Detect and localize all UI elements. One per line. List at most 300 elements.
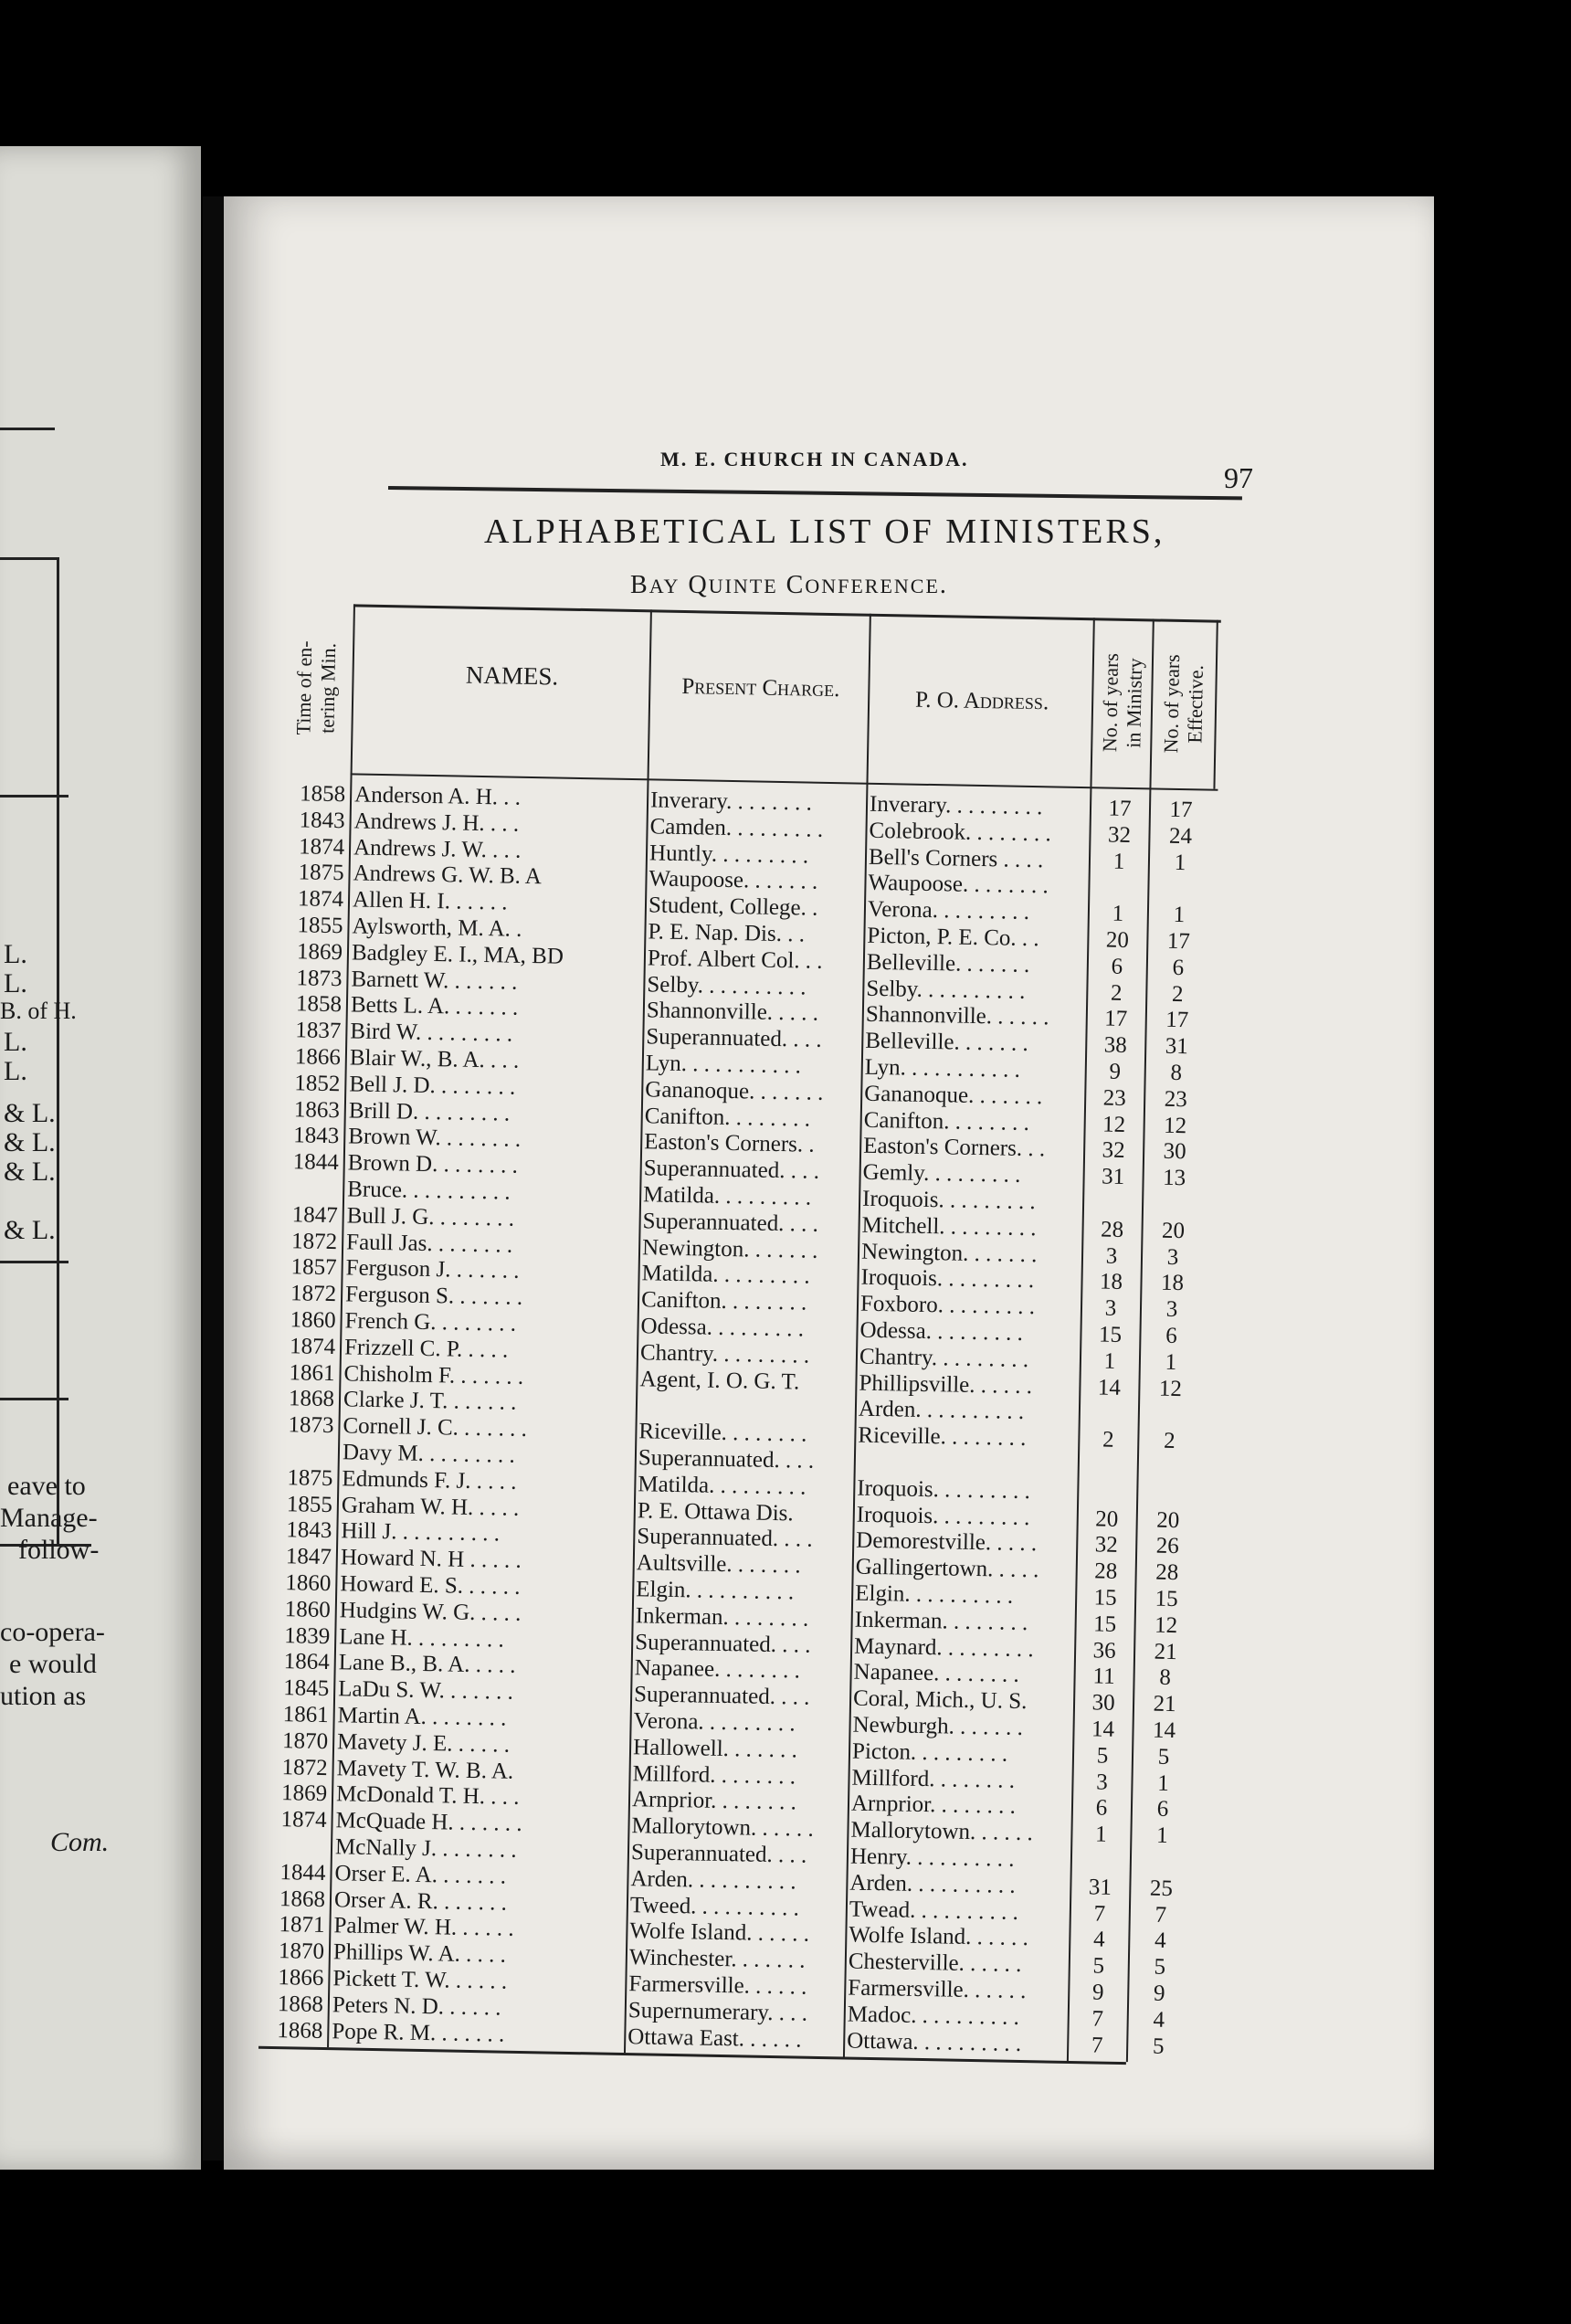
row-years-ministry: 9 (1091, 1980, 1104, 2005)
fragment-text: L. (4, 968, 27, 998)
row-charge: Wolfe Island. . . . . . (629, 1918, 810, 1948)
row-year: 1844 (279, 1859, 326, 1886)
row-year: 1858 (295, 991, 343, 1018)
row-name: Hudgins W. G. . . . . (339, 1598, 522, 1626)
row-address: Foxboro. . . . . . . . . (859, 1291, 1036, 1320)
row-name: Andrews J. W. . . . (353, 835, 522, 863)
row-years-ministry: 1 (1094, 1822, 1107, 1847)
row-year: 1868 (277, 1991, 324, 2017)
row-address: Millford. . . . . . . . (851, 1765, 1016, 1793)
header-po-address: P. O. Address. (914, 687, 1049, 715)
row-year: 1874 (298, 833, 345, 860)
row-address: Belleville. . . . . . . (865, 1028, 1028, 1057)
row-name: Faull Jas. . . . . . . . (345, 1229, 513, 1258)
page-title: ALPHABETICAL LIST OF MINISTERS, (484, 512, 1165, 551)
subtitle-part: C (777, 571, 806, 599)
row-address: Newburgh. . . . . . . (852, 1712, 1024, 1741)
row-years-effective: 4 (1154, 1928, 1166, 1954)
row-years-ministry: 2 (1102, 1427, 1114, 1452)
row-years-ministry: 14 (1091, 1717, 1115, 1742)
row-name: Brill D. . . . . . . . . (348, 1097, 511, 1126)
row-name: Bull J. G. . . . . . . . (346, 1203, 515, 1231)
row-address: Chesterville. . . . . . (848, 1949, 1022, 1978)
row-charge: Napanee. . . . . . . . (634, 1655, 801, 1684)
row-charge: Matilda. . . . . . . . . (638, 1472, 807, 1500)
row-name: Anderson A. H. . . (353, 782, 522, 810)
row-year: 1874 (289, 1334, 336, 1359)
row-name: Bird W. . . . . . . . . (350, 1019, 513, 1047)
row-year: 1872 (290, 1281, 337, 1307)
row-name: Edmunds F. J. . . . . (342, 1466, 517, 1495)
row-address: Wolfe Island. . . . . . (849, 1922, 1029, 1951)
row-address: Colebrook. . . . . . . . (869, 818, 1052, 847)
row-years-effective: 20 (1161, 1218, 1186, 1243)
row-year: 1839 (284, 1622, 331, 1649)
row-years-effective (1153, 876, 1207, 877)
row-year: 1855 (297, 913, 343, 939)
row-name: Chisholm F. . . . . . . (343, 1360, 524, 1389)
row-name: Brown W. . . . . . . . (348, 1124, 522, 1153)
row-address: Twead. . . . . . . . . . (849, 1896, 1019, 1925)
row-address: Waupoose. . . . . . . . (868, 871, 1049, 899)
row-years-ministry: 32 (1102, 1137, 1125, 1164)
row-name: McQuade H. . . . . . . (335, 1808, 522, 1837)
row-years-ministry: 12 (1102, 1112, 1126, 1137)
row-charge: Mallorytown. . . . . . (631, 1813, 815, 1843)
row-year: 1875 (298, 860, 344, 886)
fragment-text: & L. (4, 1215, 56, 1245)
row-years-effective: 26 (1155, 1534, 1179, 1559)
row-years-effective: 3 (1165, 1296, 1178, 1323)
row-years-ministry: 28 (1100, 1217, 1124, 1242)
row-address: Verona. . . . . . . . . (867, 896, 1030, 925)
row-charge: Chantry. . . . . . . . . (639, 1340, 810, 1368)
row-year: 1843 (286, 1517, 332, 1544)
fragment-text: Com. (50, 1827, 110, 1857)
column-divider (1213, 620, 1218, 789)
row-charge: Arden. . . . . . . . . . (630, 1865, 796, 1895)
fragment-text: follow- (18, 1535, 100, 1565)
row-years-ministry: 5 (1092, 1953, 1105, 1979)
row-name: Martin A. . . . . . . . (337, 1703, 507, 1731)
row-address: Iroquois. . . . . . . . . (860, 1265, 1035, 1294)
row-name: Lane H. . . . . . . . . (339, 1623, 505, 1653)
row-charge: Selby. . . . . . . . . . (647, 971, 807, 1000)
row-name: Palmer W. H. . . . . . (333, 1913, 514, 1942)
row-address: Phillipsville. . . . . . (859, 1370, 1033, 1399)
row-years-ministry: 23 (1102, 1085, 1126, 1111)
row-year: 1860 (290, 1307, 336, 1334)
row-years-effective: 4 (1153, 2007, 1165, 2033)
row-year: 1858 (299, 781, 346, 808)
row-years-effective: 12 (1154, 1612, 1178, 1638)
header-year-line: Time of en- (291, 640, 317, 735)
divider (57, 557, 59, 1544)
row-name: Davy M. . . . . . . . . (342, 1440, 516, 1468)
row-name: Pope R. M. . . . . . . (332, 2018, 505, 2047)
row-years-ministry: 1 (1112, 849, 1125, 874)
row-year: 1874 (280, 1807, 327, 1833)
header-year (291, 607, 342, 768)
row-address: Chantry. . . . . . . . . (859, 1344, 1029, 1372)
row-years-effective: 2 (1163, 1428, 1176, 1454)
header-years-effective (1159, 624, 1209, 785)
fragment-text: & L. (4, 1127, 56, 1157)
row-charge: Prof. Albert Col. . . (647, 945, 823, 974)
row-years-effective: 7 (1155, 1902, 1167, 1928)
row-years-effective: 6 (1172, 955, 1185, 980)
row-address: Riceville. . . . . . . . (858, 1422, 1027, 1452)
row-years-ministry: 17 (1108, 796, 1132, 822)
page-subtitle (630, 571, 948, 600)
row-years-effective: 24 (1168, 823, 1193, 850)
header-years-ministry-line: in Ministry (1122, 658, 1147, 748)
row-charge: Lyn. . . . . . . . . . . (645, 1051, 802, 1079)
row-charge: Aultsville. . . . . . . (636, 1550, 801, 1579)
row-charge: Ottawa East. . . . . . (627, 2023, 802, 2053)
row-years-effective (1146, 1191, 1201, 1192)
row-address: Gananoque. . . . . . . (864, 1081, 1043, 1110)
row-address: Canifton. . . . . . . . (863, 1107, 1030, 1136)
row-name: Cornell J. C. . . . . . . (343, 1413, 528, 1442)
row-address: Arnprior. . . . . . . . (850, 1791, 1017, 1820)
row-year (279, 1439, 333, 1440)
fragment-text: co-opera- (0, 1617, 105, 1647)
divider (0, 1398, 69, 1400)
row-years-effective: 30 (1163, 1139, 1186, 1165)
row-address: Henry. . . . . . . . . . (849, 1843, 1015, 1872)
row-years-ministry: 3 (1104, 1295, 1117, 1321)
header-years-ministry (1098, 622, 1148, 783)
row-charge: Camden. . . . . . . . . (649, 814, 824, 842)
row-charge: Superannuated. . . . (637, 1524, 813, 1553)
row-year: 1875 (287, 1465, 333, 1491)
fragment-text: L. (4, 1056, 27, 1086)
row-years-ministry: 15 (1092, 1611, 1117, 1637)
row-charge: Superannuated. . . . (643, 1156, 820, 1185)
subtitle-part: ONFERENCE (805, 575, 940, 597)
row-name: Phillips W. A. . . . . (332, 1939, 507, 1968)
row-years-ministry: 20 (1105, 927, 1130, 953)
row-charge: Student, College. . (648, 893, 818, 921)
row-years-effective: 8 (1170, 1060, 1183, 1086)
row-year: 1866 (294, 1044, 342, 1071)
row-charge: Shannonville. . . . . (646, 998, 819, 1027)
row-address: Iroquois. . . . . . . . . (856, 1502, 1030, 1530)
row-address: Gemly. . . . . . . . . (862, 1159, 1021, 1188)
row-years-effective: 21 (1154, 1639, 1177, 1664)
row-year: 1847 (291, 1202, 338, 1228)
row-year: 1871 (279, 1912, 325, 1938)
row-charge: Supernumerary. . . . (627, 1997, 808, 2026)
fragment-text: ution as (0, 1681, 87, 1711)
row-address: Picton, P. E. Co. . . (867, 923, 1039, 952)
row-years-ministry: 1 (1112, 901, 1124, 927)
row-year: 1855 (286, 1491, 333, 1517)
row-year: 1861 (282, 1702, 329, 1728)
row-year (271, 1833, 326, 1834)
row-year: 1870 (281, 1727, 329, 1754)
row-charge: Newington. . . . . . . (641, 1234, 818, 1263)
row-name: Peters N. D. . . . . . (332, 1992, 501, 2021)
row-charge: Waupoose. . . . . . . (648, 866, 818, 895)
row-years-ministry: 30 (1091, 1690, 1115, 1717)
row-charge: Millford. . . . . . . . (632, 1760, 796, 1790)
row-address: Demorestville. . . . . (856, 1528, 1038, 1557)
row-charge: Superannuated. . . . (642, 1209, 819, 1237)
row-address: Newington. . . . . . . (860, 1239, 1038, 1267)
header-years-effective-line: No. of years (1159, 654, 1185, 754)
row-charge: Verona. . . . . . . . . (633, 1708, 796, 1737)
row-years-ministry: 6 (1111, 954, 1123, 979)
row-charge: Elgin. . . . . . . . . . (636, 1577, 795, 1605)
row-years-ministry: 11 (1092, 1664, 1115, 1690)
row-name: Blair W., B. A. . . . (349, 1045, 520, 1073)
row-name: Bell J. D. . . . . . . . (349, 1072, 516, 1100)
row-years-effective: 3 (1166, 1244, 1179, 1270)
page-number: 97 (1224, 461, 1253, 494)
row-years-ministry (1081, 1453, 1135, 1454)
row-years-ministry: 6 (1095, 1795, 1108, 1822)
row-charge: Inverary. . . . . . . . (649, 787, 813, 816)
row-years-ministry: 9 (1109, 1059, 1122, 1084)
row-years-effective: 1 (1174, 850, 1186, 875)
fragment-text: & L. (4, 1157, 56, 1187)
row-years-ministry: 7 (1091, 2033, 1103, 2058)
row-address: Easton's Corners. . . (862, 1134, 1046, 1162)
row-years-ministry: 32 (1094, 1532, 1118, 1558)
row-name: Andrews G. W. B. A (353, 861, 543, 890)
row-address: Farmersville. . . . . . (848, 1975, 1027, 2004)
row-charge: Superannuated. . . . (638, 1445, 815, 1474)
row-name: LaDu S. W. . . . . . . (337, 1676, 514, 1705)
row-charge: Odessa. . . . . . . . . (640, 1314, 805, 1342)
row-name: Ferguson J. . . . . . . (345, 1255, 520, 1284)
row-charge: Superannuated. . . . (630, 1840, 807, 1868)
row-name: Orser A. R. . . . . . . (333, 1886, 508, 1916)
row-years-effective: 12 (1158, 1376, 1183, 1401)
row-address: Shannonville. . . . . . (865, 1002, 1049, 1030)
row-years-ministry: 38 (1103, 1032, 1128, 1059)
fragment-text: L. (4, 1027, 27, 1057)
row-year: 1847 (285, 1544, 332, 1570)
row-charge: Matilda. . . . . . . . . (642, 1182, 812, 1210)
subtitle-part: . (939, 571, 948, 599)
row-address: Ottawa. . . . . . . . . . (847, 2028, 1022, 2056)
divider (0, 1261, 69, 1263)
row-charge: Farmersville. . . . . . (628, 1971, 807, 2000)
row-charge: Huntly. . . . . . . . . (648, 840, 809, 869)
subtitle-part: B (630, 571, 649, 599)
row-years-ministry: 18 (1099, 1269, 1123, 1295)
row-address: Elgin. . . . . . . . . . (854, 1580, 1014, 1609)
fragment-text: & L. (4, 1098, 56, 1128)
row-years-effective: 31 (1165, 1033, 1189, 1060)
row-years-ministry: 15 (1093, 1585, 1117, 1611)
fragment-text: L. (4, 939, 27, 969)
row-years-effective: 8 (1159, 1665, 1172, 1691)
row-years-effective (1143, 1402, 1197, 1403)
row-charge: Inkerman. . . . . . . . (635, 1603, 809, 1632)
row-name: Aylsworth, M. A. . (352, 914, 522, 942)
row-name: Brown D. . . . . . . . (347, 1150, 519, 1178)
row-year: 1857 (290, 1254, 337, 1281)
header-years-effective-line: Effective. (1183, 664, 1207, 744)
row-year: 1868 (288, 1386, 335, 1412)
row-year: 1872 (281, 1754, 328, 1780)
row-year: 1868 (279, 1886, 326, 1912)
row-name: Howard E. S. . . . . . (340, 1571, 521, 1600)
header-names: NAMES. (465, 660, 559, 691)
subtitle-part: UINTE (708, 575, 778, 597)
row-charge: Matilda. . . . . . . . . (641, 1261, 810, 1290)
row-charge: Easton's Corners. . (644, 1129, 815, 1158)
row-years-ministry: 32 (1107, 822, 1132, 848)
row-address: Coral, Mich., U. S. (852, 1685, 1028, 1715)
subtitle-part: Q (680, 571, 709, 599)
row-years-effective: 5 (1152, 2034, 1165, 2059)
row-address: Iroquois. . . . . . . . . (861, 1186, 1036, 1215)
row-year: 1864 (283, 1649, 330, 1675)
row-years-effective: 14 (1152, 1717, 1176, 1744)
row-name: Andrews J. H. . . . (353, 808, 520, 837)
row-name: Allen H. I. . . . . . (352, 887, 508, 915)
row-name: Hill J. . . . . . . . . . (341, 1518, 501, 1547)
ministers-table (258, 603, 1230, 2073)
row-address: Mallorytown. . . . . . (850, 1817, 1033, 1846)
row-name: Pickett T. W. . . . . . (332, 1966, 508, 1994)
row-address: Inkerman. . . . . . . . (854, 1607, 1028, 1635)
row-charge: Gananoque. . . . . . . (645, 1077, 824, 1105)
running-head: M. E. CHURCH IN CANADA. (660, 448, 969, 470)
row-name: Mavety J. E. . . . . . (336, 1729, 511, 1758)
row-year: 1869 (280, 1780, 328, 1807)
row-years-effective: 25 (1149, 1875, 1174, 1901)
header-years-ministry-line: No. of years (1098, 652, 1123, 753)
row-year: 1837 (295, 1018, 342, 1044)
row-years-effective: 28 (1155, 1559, 1179, 1586)
row-years-effective: 23 (1164, 1086, 1187, 1112)
row-year: 1861 (289, 1359, 335, 1386)
row-year: 1872 (290, 1228, 338, 1254)
row-years-effective: 9 (1153, 1981, 1165, 2006)
row-charge: Superannuated. . . . (633, 1682, 810, 1710)
header-present-charge: Present Charge. (681, 673, 840, 702)
row-years-ministry: 5 (1096, 1743, 1109, 1769)
row-address: Napanee. . . . . . . . (853, 1659, 1020, 1688)
fragment-text: Manage- (0, 1503, 98, 1533)
subtitle-part: AY (648, 575, 680, 597)
row-years-ministry: 36 (1092, 1637, 1116, 1664)
row-year: 1860 (284, 1596, 332, 1622)
row-years-ministry: 15 (1098, 1322, 1123, 1347)
fragment-text: e would (9, 1649, 97, 1679)
header-year-line: tering Min. (315, 642, 341, 734)
row-year: 1869 (296, 939, 343, 966)
row-charge: Arnprior. . . . . . . . (631, 1787, 797, 1815)
row-years-effective: 15 (1155, 1586, 1178, 1612)
row-year: 1873 (296, 965, 343, 991)
row-years-ministry: 17 (1104, 1006, 1128, 1032)
row-charge: Tweed. . . . . . . . . . (629, 1892, 800, 1921)
row-year: 1870 (278, 1938, 325, 1965)
row-address: Odessa. . . . . . . . . (859, 1317, 1024, 1346)
row-name: Bruce. . . . . . . . . . (347, 1177, 511, 1205)
divider (0, 557, 57, 560)
row-years-effective: 6 (1165, 1323, 1177, 1349)
row-years-effective: 17 (1169, 797, 1193, 823)
row-years-ministry: 7 (1091, 2006, 1104, 2032)
row-name: Badgley E. I., MA, BD (351, 940, 564, 969)
row-address: Lyn. . . . . . . . . . . (864, 1054, 1021, 1083)
row-charge: Canifton. . . . . . . . (640, 1287, 807, 1315)
row-years-effective (1142, 1454, 1197, 1455)
row-years-effective: 1 (1155, 1822, 1168, 1849)
row-years-ministry: 4 (1092, 1927, 1105, 1953)
row-year: 1845 (282, 1675, 330, 1702)
row-years-effective: 1 (1156, 1770, 1169, 1796)
row-years-effective: 6 (1156, 1797, 1169, 1822)
row-years-effective: 17 (1166, 928, 1191, 955)
row-years-effective: 2 (1171, 981, 1184, 1007)
row-year: 1868 (277, 2017, 323, 2044)
row-years-effective: 20 (1156, 1507, 1180, 1533)
row-name: Howard N. H . . . . . (340, 1545, 522, 1574)
row-name: McDonald T. H. . . . (335, 1781, 520, 1811)
row-year: 1852 (294, 1071, 341, 1096)
row-name: Orser E. A. . . . . . . (334, 1861, 507, 1889)
fragment-text: eave to (7, 1471, 86, 1501)
row-year: 1874 (297, 886, 344, 913)
row-year: 1843 (299, 808, 345, 834)
row-charge: Superannuated. . . . (646, 1024, 822, 1053)
row-name: Mavety T. W. B. A. (336, 1755, 514, 1784)
row-address: Iroquois. . . . . . . . . (857, 1475, 1031, 1504)
row-address: Mitchell. . . . . . . . . (861, 1212, 1037, 1241)
row-address: Selby. . . . . . . . . . (866, 976, 1026, 1004)
row-year: 1844 (292, 1149, 340, 1176)
row-years-effective: 12 (1163, 1113, 1187, 1138)
row-address: Madoc. . . . . . . . . . (847, 2002, 1020, 2030)
row-name: Clarke J. T. . . . . . . (343, 1387, 517, 1416)
divider (0, 795, 69, 798)
row-charge: Agent, I. O. G. T. (639, 1366, 800, 1395)
row-years-effective (1142, 1481, 1197, 1482)
row-years-ministry: 28 (1093, 1558, 1118, 1585)
row-year: 1860 (285, 1570, 332, 1597)
row-years-effective: 17 (1165, 1008, 1189, 1033)
row-years-ministry: 7 (1093, 1901, 1106, 1927)
row-name: Ferguson S. . . . . . . (344, 1282, 523, 1311)
divider (0, 428, 55, 430)
row-years-ministry: 31 (1088, 1875, 1112, 1900)
row-name: McNally J. . . . . . . . (334, 1834, 517, 1863)
row-charge: P. E. Ottawa Dis. (637, 1497, 794, 1526)
row-charge: P. E. Nap. Dis. . . (648, 919, 806, 947)
row-charge: Canifton. . . . . . . . (644, 1103, 811, 1132)
row-address: Gallingertown. . . . . (855, 1554, 1039, 1583)
row-address: Bell's Corners . . . . (868, 844, 1044, 872)
row-year: 1843 (293, 1123, 340, 1149)
row-address: Arden. . . . . . . . . . (858, 1397, 1025, 1425)
row-year: 1863 (293, 1096, 341, 1123)
row-address: Picton. . . . . . . . . (851, 1738, 1008, 1767)
row-years-effective (1134, 1849, 1189, 1850)
row-years-ministry: 3 (1096, 1769, 1108, 1795)
row-address: Inverary. . . . . . . . . (869, 791, 1043, 820)
row-year: 1873 (288, 1412, 334, 1439)
row-years-effective: 18 (1160, 1271, 1185, 1296)
